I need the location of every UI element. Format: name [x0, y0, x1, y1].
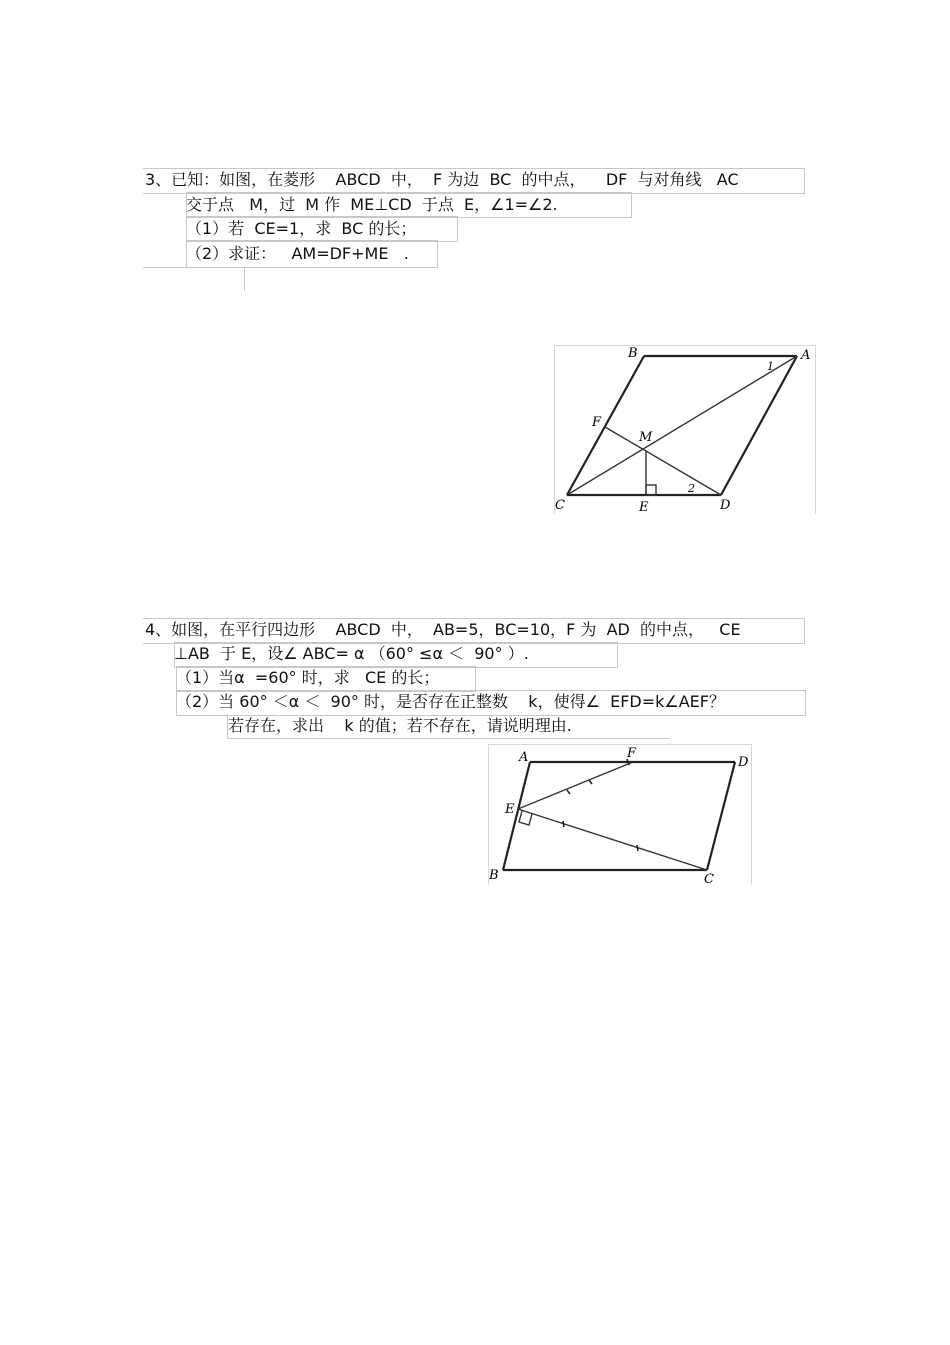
label-F: F	[627, 746, 637, 761]
p4-question-2-continued: 若存在，求出 k 的值；若不存在，请说明理由.	[228, 716, 572, 735]
p3-line1: 3、已知：如图，在菱形 ABCD 中， F 为边 BC 的中点， DF 与对角线 AC	[145, 170, 739, 189]
label-D: D	[720, 498, 731, 513]
label-angle2: 2	[688, 482, 695, 495]
label-M: M	[639, 430, 653, 445]
label-C: C	[555, 498, 565, 513]
p3-line2: 交于点 M，过 M 作 ME⊥CD 于点 E，∠1=∠2.	[186, 195, 558, 214]
p3-frame-extra	[143, 267, 245, 291]
p3-question-2: （2）求证： AM=DF+ME .	[186, 244, 409, 263]
p4-figure	[488, 744, 752, 885]
parallelogram-diagram	[489, 745, 751, 885]
label-F: F	[592, 415, 602, 430]
p3-figure	[554, 345, 816, 514]
label-angle1: 1	[767, 360, 774, 373]
label-E: E	[505, 802, 515, 817]
p3-question-1: （1）若 CE=1，求 BC 的长；	[186, 219, 417, 238]
label-A: A	[801, 348, 811, 363]
p4-line2: ⊥AB 于 E，设∠ ABC= α （60° ≤α ＜ 90° ）.	[174, 644, 529, 663]
label-D: D	[738, 755, 749, 770]
rhombus-diagram	[555, 346, 815, 514]
label-E: E	[639, 500, 649, 514]
p4-question-2: （2）当 60° ＜α ＜ 90° 时，是否存在正整数 k，使得∠ EFD=k∠AEF？	[176, 692, 725, 711]
p4-question-1: （1）当α =60° 时，求 CE 的长；	[176, 668, 440, 687]
p4-line1: 4、如图，在平行四边形 ABCD 中， AB=5，BC=10，F 为 AD 的中点， CE	[145, 620, 741, 639]
label-B: B	[628, 346, 638, 361]
label-B: B	[489, 868, 499, 883]
label-C: C	[704, 872, 714, 885]
label-A: A	[519, 750, 529, 765]
